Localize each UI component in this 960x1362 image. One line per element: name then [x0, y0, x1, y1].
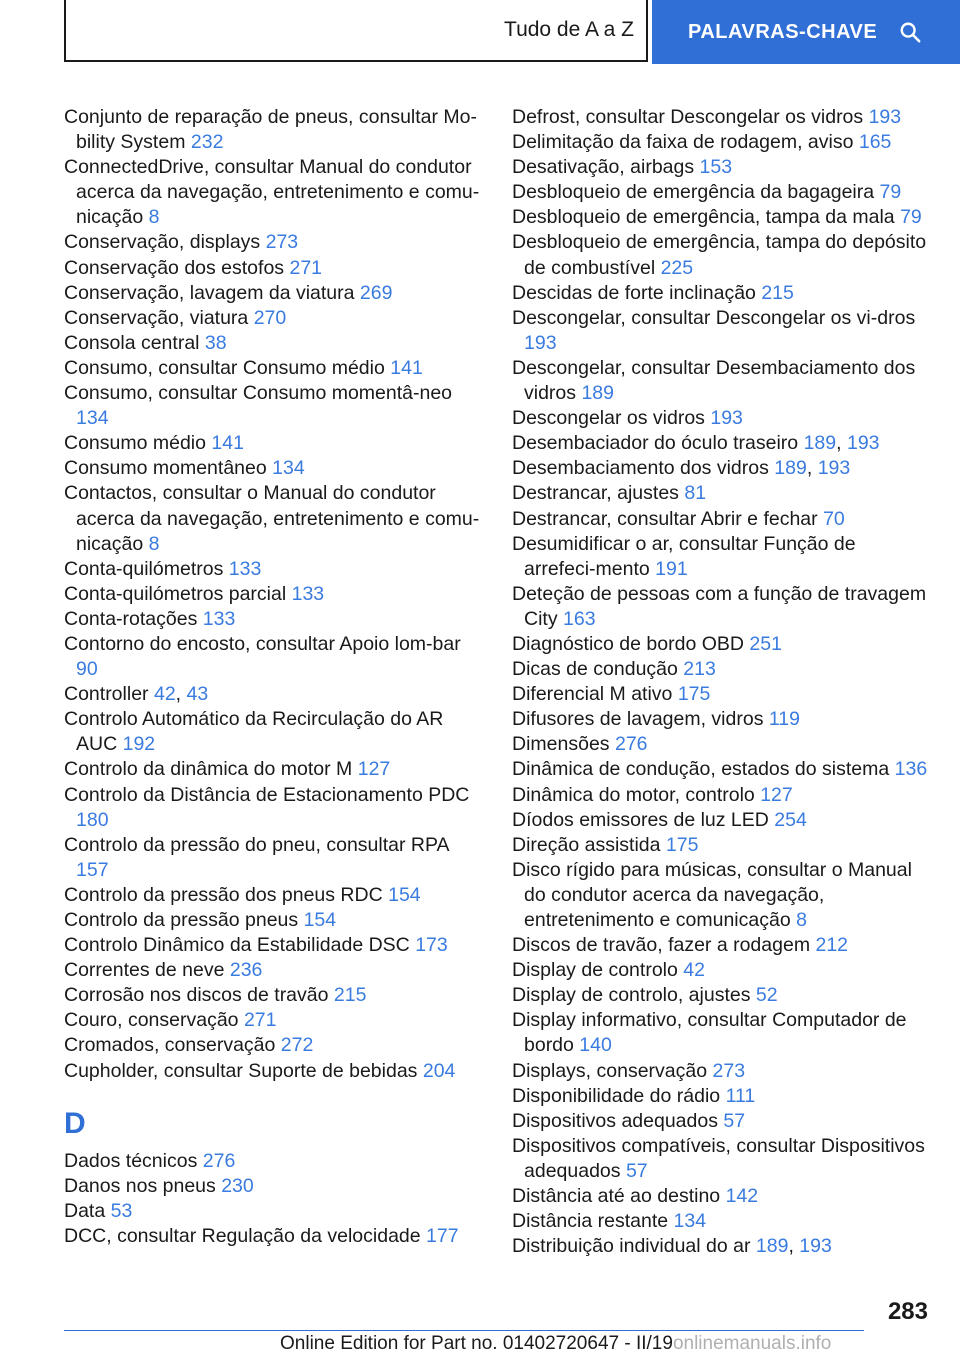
index-entry: [64, 933, 484, 958]
index-entry: [512, 682, 932, 707]
index-entry-text: Difusores de lavagem, vidros: [512, 708, 764, 731]
page-link[interactable]: 192: [122, 733, 156, 756]
page-link[interactable]: 163: [563, 607, 596, 630]
index-entry-text: Desumidificar o ar, consultar Função de arrefeci‐mento: [512, 532, 856, 580]
page-link[interactable]: 157: [76, 858, 109, 881]
index-entry-text: Dicas de condução: [512, 658, 678, 681]
index-entry-text: Conservação, viatura: [64, 306, 249, 329]
index-entry: [64, 256, 484, 281]
index-entry: [512, 1134, 932, 1184]
page-link[interactable]: 136: [894, 758, 928, 781]
page-link[interactable]: 57: [723, 1109, 746, 1132]
page-link[interactable]: 153: [699, 156, 733, 179]
index-entry-text: Desembaciador do óculo traseiro: [512, 432, 799, 455]
index-entry: [512, 481, 932, 506]
index-group-d: [64, 1149, 484, 1249]
index-entry-text: Dinâmica do motor, controlo: [512, 783, 755, 806]
page-link[interactable]: 134: [673, 1210, 707, 1233]
page-link[interactable]: 52: [755, 984, 778, 1007]
index-entry: [64, 707, 484, 757]
index-entry-text: Direção assistida: [512, 833, 661, 856]
index-entry-text: Conjunto de reparação de pneus, consultar Mo‐bility System: [64, 106, 478, 154]
index-entry-text: Controlo da dinâmica do motor M: [64, 758, 353, 781]
page-link[interactable]: 193: [846, 432, 880, 455]
page-link[interactable]: 232: [190, 131, 224, 154]
page-link[interactable]: 134: [272, 457, 305, 480]
page-link[interactable]: 173: [415, 934, 448, 957]
index-entry-text: Controlo da Distância de Estacionamento PDC: [64, 783, 470, 806]
page-number: 283: [887, 1298, 928, 1325]
index-entry-text: Controller: [64, 683, 149, 706]
page-link[interactable]: 175: [665, 833, 699, 856]
index-entry: [64, 607, 484, 632]
index-entry: [512, 732, 932, 757]
page-link[interactable]: 79: [879, 181, 902, 204]
page-link[interactable]: 79: [900, 206, 922, 229]
index-entry: [512, 1109, 932, 1134]
index-entry-text: Display de controlo, ajustes: [512, 984, 751, 1007]
index-entry: [512, 833, 932, 858]
page-link[interactable]: 81: [684, 482, 707, 505]
tab-keywords-label: PALAVRAS-CHAVE: [688, 20, 878, 43]
page-link[interactable]: 276: [202, 1149, 236, 1172]
index-entry: [64, 331, 484, 356]
index-entry-text: Defrost, consultar Descongelar os vidros: [512, 106, 864, 128]
page-link[interactable]: 140: [579, 1034, 612, 1057]
index-entry: [512, 205, 932, 230]
index-entry: [512, 707, 932, 732]
index-entry-text: Dimensões: [512, 733, 610, 756]
page-link[interactable]: 141: [211, 432, 244, 455]
index-entry-text: Desbloqueio de emergência da bagageira: [512, 181, 875, 204]
index-entry-text: Consumo momentâneo: [64, 457, 267, 480]
page-link[interactable]: 8: [796, 909, 807, 931]
page-link[interactable]: 119: [768, 708, 800, 731]
index-entry: [512, 582, 932, 632]
search-icon: [899, 21, 921, 43]
index-entry: [64, 105, 484, 155]
index-group-d-continued: [512, 105, 932, 1259]
index-entry: [512, 933, 932, 958]
index-entry: [512, 1008, 932, 1058]
page-link[interactable]: 142: [725, 1185, 759, 1208]
index-entry: [64, 431, 484, 456]
index-entry-text: Corrosão nos discos de travão: [64, 984, 329, 1007]
index-entry-text: Contorno do encosto, consultar Apoio lom‐bar: [64, 632, 461, 655]
footer-divider: [64, 1330, 864, 1331]
index-entry: [64, 883, 484, 908]
index-entry: [512, 155, 932, 180]
index-entry: [64, 958, 484, 983]
page-link[interactable]: 189: [755, 1235, 789, 1258]
index-column-right: [512, 105, 932, 1259]
page-link[interactable]: 189: [581, 382, 614, 405]
index-entry-text: Conta-rotações: [64, 607, 198, 630]
page-link[interactable]: 276: [614, 733, 648, 756]
page-link[interactable]: 154: [303, 909, 337, 931]
index-entry: [512, 230, 932, 280]
index-entry: [64, 1224, 484, 1249]
index-entry: Desembaciador do óculo traseiro 189, 193: [512, 432, 880, 455]
index-entry-text: Displays, conservação: [512, 1059, 708, 1082]
index-entry-text: Descongelar os vidros: [512, 407, 705, 430]
index-entry-text: Desativação, airbags: [512, 156, 695, 179]
index-entry: [64, 456, 484, 481]
index-entry-text: Controlo da pressão pneus: [64, 909, 299, 931]
index-entry: [64, 983, 484, 1008]
index-entry-text: Cupholder, consultar Suporte de bebidas: [64, 1059, 418, 1082]
page-link[interactable]: 193: [710, 407, 743, 430]
index-entry: [512, 105, 932, 130]
page-link[interactable]: 57: [625, 1159, 648, 1182]
index-entry-text: Data: [64, 1199, 106, 1222]
page-link[interactable]: 133: [291, 582, 325, 605]
page-link[interactable]: 193: [868, 106, 902, 128]
page-link[interactable]: 42: [153, 683, 176, 706]
page-link[interactable]: 141: [390, 356, 423, 379]
index-entry: [64, 833, 484, 883]
index-entry: [512, 180, 932, 205]
index-entry: [512, 783, 932, 808]
index-entry: [64, 632, 484, 682]
page-link[interactable]: 272: [280, 1034, 314, 1057]
index-entry-text: Consumo, consultar Consumo médio: [64, 356, 385, 379]
page-link[interactable]: 133: [228, 557, 262, 580]
page-link[interactable]: 111: [725, 1084, 756, 1107]
index-entry: [512, 306, 932, 356]
page-link[interactable]: 70: [823, 507, 845, 530]
page-link[interactable]: 189: [774, 457, 807, 480]
page-link[interactable]: 180: [76, 808, 109, 831]
index-entry-text: Descongelar, consultar Descongelar os vi‐dros: [512, 306, 916, 329]
index-entry-text: Controlo da pressão dos pneus RDC: [64, 883, 383, 906]
index-entry-text: Descidas de forte inclinação: [512, 281, 756, 304]
page-link[interactable]: 270: [253, 306, 287, 329]
page-link[interactable]: 215: [761, 281, 794, 304]
index-entry: [64, 757, 484, 782]
index-entry-text: Consumo médio: [64, 432, 206, 455]
index-entry: [64, 1149, 484, 1174]
page-link[interactable]: 38: [204, 331, 227, 354]
page-link[interactable]: 127: [357, 758, 391, 781]
page-link[interactable]: 230: [221, 1174, 254, 1197]
index-entry: [64, 1059, 484, 1084]
index-entry: [512, 983, 932, 1008]
index-entry-text: Desbloqueio de emergência, tampa do depósito de combustível: [512, 231, 927, 279]
section-letter: D: [64, 1106, 86, 1140]
page-link[interactable]: 191: [655, 557, 688, 580]
index-entry-text: Dados técnicos: [64, 1149, 198, 1172]
index-entry: [512, 632, 932, 657]
index-entry: [64, 908, 484, 933]
index-entry-text: Descongelar, consultar Desembaciamento dos vidros: [512, 356, 916, 405]
footer: [280, 1333, 831, 1355]
tab-a-to-z[interactable]: [64, 0, 648, 62]
index-entry-text: Dispositivos compatíveis, consultar Dispositivos adequados: [512, 1134, 925, 1182]
index-entry: [512, 958, 932, 983]
index-entry: [64, 582, 484, 607]
index-entry: [512, 757, 932, 782]
index-entry: Desembaciamento dos vidros 189, 193: [512, 457, 851, 480]
page-link[interactable]: 273: [712, 1059, 746, 1082]
index-entry-text: Controlo Automático da Recirculação do AR AUC: [64, 708, 444, 756]
page-link[interactable]: 225: [660, 256, 694, 279]
index-entry-text: Consumo, consultar Consumo momentâ‐neo: [64, 382, 453, 405]
index-column-left: [64, 105, 484, 1249]
index-entry-text: Dispositivos adequados: [512, 1109, 718, 1132]
page-link[interactable]: 42: [683, 959, 705, 982]
index-entry: [64, 281, 484, 306]
top-navigation: [0, 0, 960, 66]
footer-edition: Online Edition for Part no. 01402720647 - II/19: [280, 1333, 673, 1354]
page-link[interactable]: 193: [799, 1235, 832, 1258]
index-entry-text: Desembaciamento dos vidros: [512, 457, 769, 480]
index-entry-text: Desbloqueio de emergência, tampa da mala: [512, 206, 895, 229]
page-link[interactable]: 175: [677, 683, 711, 706]
page-link[interactable]: 90: [76, 658, 98, 681]
index-entry-text: Contactos, consultar o Manual do condutor acerca da navegação, entretenimento e comu‐nicação: [64, 482, 480, 555]
index-entry-text: Diagnóstico de bordo OBD: [512, 632, 744, 655]
index-entry-text: Delimitação da faixa de rodagem, aviso: [512, 131, 854, 154]
index-entry: [64, 306, 484, 331]
index-entry: [512, 281, 932, 306]
page-link[interactable]: 165: [858, 131, 892, 154]
index-entry: [512, 507, 932, 532]
index-entry-text: ConnectedDrive, consultar Manual do condutor acerca da navegação, entretenimento e comu‐nicação: [64, 156, 480, 229]
index-group-c: [64, 105, 484, 1084]
index-entry: [64, 557, 484, 582]
page-link[interactable]: 273: [265, 231, 299, 254]
index-entry-text: Disco rígido para músicas, consultar o Manual do condutor acerca da navegação, entretenimento e comunicação: [512, 858, 912, 931]
index-entry: [512, 1059, 932, 1084]
page-link[interactable]: 213: [683, 658, 716, 681]
page-link[interactable]: 8: [148, 206, 160, 229]
page-link[interactable]: 43: [186, 683, 209, 706]
index-entry-text: Destrancar, ajustes: [512, 482, 679, 505]
index-entry: [64, 481, 484, 556]
page-link[interactable]: 271: [289, 256, 323, 279]
index-entry: [512, 406, 932, 431]
index-entry-text: Cromados, conservação: [64, 1034, 276, 1057]
index-entry-text: Conta-quilómetros: [64, 557, 224, 580]
index-entry: [512, 130, 932, 155]
index-entry-text: Conservação, displays: [64, 231, 261, 254]
page-link[interactable]: 154: [388, 883, 421, 906]
index-entry: [64, 381, 484, 431]
index-entry: [512, 657, 932, 682]
index-entry-text: Display de controlo: [512, 959, 678, 982]
page-link[interactable]: 53: [110, 1199, 133, 1222]
page-link[interactable]: 193: [524, 331, 557, 354]
page-link[interactable]: 189: [803, 432, 837, 455]
index-entry-text: Correntes de neve: [64, 959, 225, 982]
index-entry-text: Conta-quilómetros parcial: [64, 582, 287, 605]
index-entry-text: Controlo Dinâmico da Estabilidade DSC: [64, 934, 410, 957]
index-entry: Distribuição individual do ar 189, 193: [512, 1235, 832, 1258]
index-entry: [512, 532, 932, 582]
index-entry-text: Couro, conservação: [64, 1009, 239, 1032]
index-entry-text: Distância até ao destino: [512, 1185, 721, 1208]
index-entry: [64, 1033, 484, 1058]
index-entry: [64, 1199, 484, 1224]
page-link[interactable]: 8: [148, 532, 160, 555]
page-link[interactable]: 212: [815, 934, 849, 957]
page-link[interactable]: 204: [422, 1059, 456, 1082]
index-entry: [64, 1008, 484, 1033]
index-entry-text: Conservação dos estofos: [64, 256, 285, 279]
index-entry: [64, 356, 484, 381]
index-entry: [512, 1084, 932, 1109]
page-link[interactable]: 133: [202, 607, 236, 630]
page-link[interactable]: 269: [359, 281, 393, 304]
tab-keywords[interactable]: [652, 0, 960, 64]
index-entry-text: Discos de travão, fazer a rodagem: [512, 934, 811, 957]
index-entry-text: Distância restante: [512, 1210, 669, 1233]
page-link[interactable]: 134: [76, 407, 109, 430]
index-entry-text: Controlo da pressão do pneu, consultar RPA: [64, 833, 449, 856]
index-entry: [512, 356, 932, 406]
page-link[interactable]: 215: [333, 984, 367, 1007]
page-link[interactable]: 177: [426, 1224, 459, 1247]
index-entry: [64, 155, 484, 230]
index-entry-text: Danos nos pneus: [64, 1174, 216, 1197]
index-entry: [64, 783, 484, 833]
index-entry: [64, 230, 484, 255]
page-link[interactable]: 193: [817, 457, 851, 480]
index-entry-text: Destrancar, consultar Abrir e fechar: [512, 507, 818, 530]
index-entry-text: Dinâmica de condução, estados do sistema: [512, 758, 890, 781]
page-link[interactable]: 254: [774, 808, 807, 831]
index-entry-text: Deteção de pessoas com a função de travagem City: [512, 582, 927, 630]
index-entry-text: Disponibilidade do rádio: [512, 1084, 721, 1107]
index-entry: [512, 1184, 932, 1209]
index-entry: [512, 858, 932, 933]
index-entry-text: Display informativo, consultar Computador de bordo: [512, 1009, 907, 1057]
index-entry-text: Distribuição individual do ar: [512, 1235, 751, 1258]
index-entry: [512, 1209, 932, 1234]
page-link[interactable]: 251: [749, 632, 782, 655]
tab-a-to-z-label: Tudo de A a Z: [504, 18, 634, 41]
index-entry: Controller 42, 43: [64, 683, 209, 706]
index-entry-text: Diferencial M ativo: [512, 683, 673, 706]
index-entry-text: DCC, consultar Regulação da velocidade: [64, 1224, 421, 1247]
index-entry-text: Consola central: [64, 331, 200, 354]
index-entry: [64, 1174, 484, 1199]
page-link[interactable]: 236: [229, 959, 263, 982]
page-link[interactable]: 271: [243, 1009, 277, 1032]
index-entry-text: Conservação, lavagem da viatura: [64, 281, 355, 304]
index-entry-text: Díodos emissores de luz LED: [512, 808, 769, 831]
index-entry: [512, 808, 932, 833]
footer-site: onlinemanuals.info: [672, 1333, 832, 1354]
page-link[interactable]: 127: [760, 783, 793, 806]
